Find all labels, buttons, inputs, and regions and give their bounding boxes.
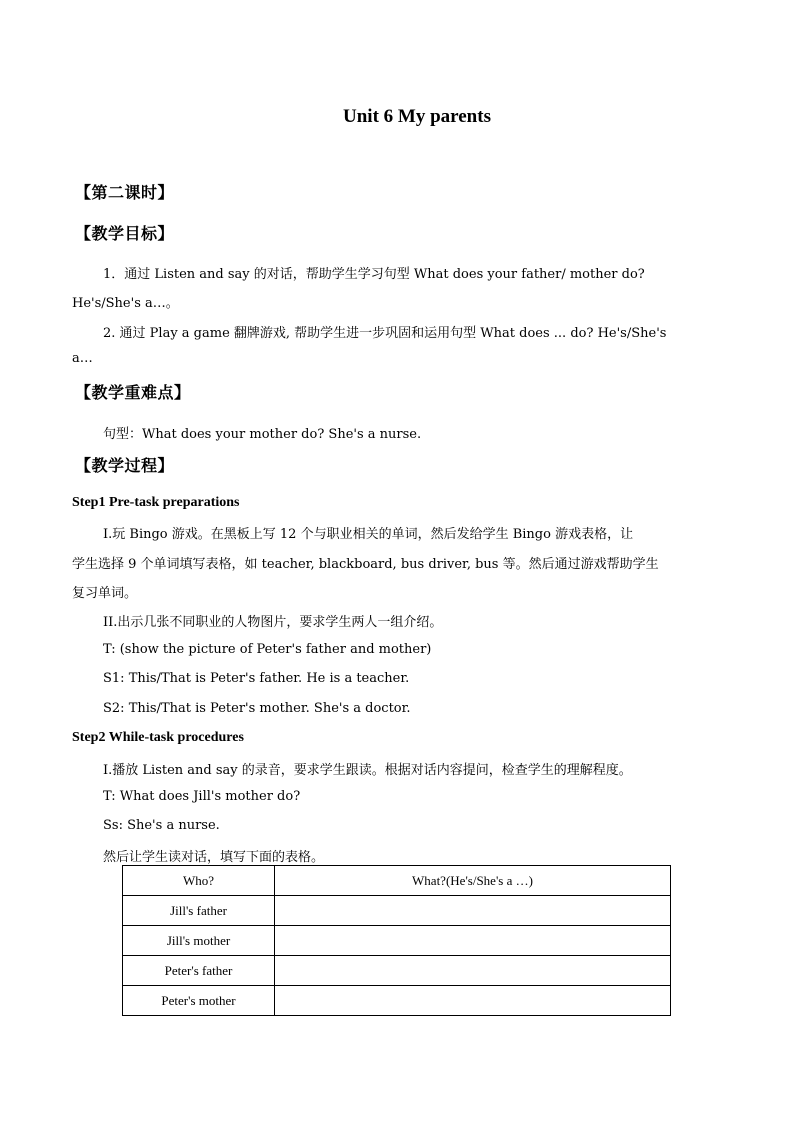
objective-1-line-1: 1．通过 Listen and say 的对话，帮助学生学习句型 What does your father/ mother do? [103,267,645,282]
key-point-text: 句型：What does your mother do? She's a nurse. [103,427,422,442]
step1-line: 复习单词。 [72,586,138,601]
objectives-heading: 【教学目标】 [75,224,175,243]
table-cell-who: Peter's father [123,956,275,986]
table-row [123,986,671,1016]
step1-line: T: (show the picture of Peter's father and mother) [103,642,432,657]
table-header-row [123,866,671,896]
step2-line: 然后让学生读对话，填写下面的表格。 [103,850,325,865]
table-cell-who: Peter's mother [123,986,275,1016]
process-heading: 【教学过程】 [75,456,175,475]
step1-line: S2: This/That is Peter's mother. She's a doctor. [103,701,411,716]
step1-line: 学生选择 9 个单词填写表格，如 teacher, blackboard, bus driver, bus 等。然后通过游戏帮助学生 [72,557,659,572]
key-points-heading: 【教学重难点】 [75,383,191,402]
table-cell-who: Jill's father [123,896,275,926]
table-cell-what[interactable] [275,896,671,926]
table-header-cell: What?(He's/She's a …) [275,866,671,896]
table-row [123,896,671,926]
table-cell-what[interactable] [275,926,671,956]
step2-title: Step2 While-task procedures [72,730,244,745]
table-cell-what[interactable] [275,986,671,1016]
objective-2-line-1: 2. 通过 Play a game 翻牌游戏, 帮助学生进一步巩固和运用句型 What does ... do? He's/She's [103,326,667,341]
table-row [123,926,671,956]
table-cell-what[interactable] [275,956,671,986]
step2-line: Ss: She's a nurse. [103,818,220,833]
step1-line: II.出示几张不同职业的人物图片，要求学生两人一组介绍。 [103,615,443,630]
step2-line: I.播放 Listen and say 的录音，要求学生跟读。根据对话内容提问，检查学生的理解程度。 [103,763,632,778]
table-row [123,956,671,986]
table-header-cell: Who? [123,866,275,896]
page-title: Unit 6 My parents [343,106,491,127]
step2-line: T: What does Jill's mother do? [103,789,301,804]
lesson-heading: 【第二课时】 [75,183,175,202]
step1-line: I.玩 Bingo 游戏。在黑板上写 12 个与职业相关的单词，然后发给学生 Bingo 游戏表格，让 [103,527,634,542]
objective-1-line-2: He's/She's a…。 [72,296,179,311]
worksheet-table [122,865,671,1016]
step1-line: S1: This/That is Peter's father. He is a teacher. [103,671,410,686]
step1-title: Step1 Pre-task preparations [72,495,240,510]
objective-2-line-2: a… [72,351,93,366]
table-cell-who: Jill's mother [123,926,275,956]
